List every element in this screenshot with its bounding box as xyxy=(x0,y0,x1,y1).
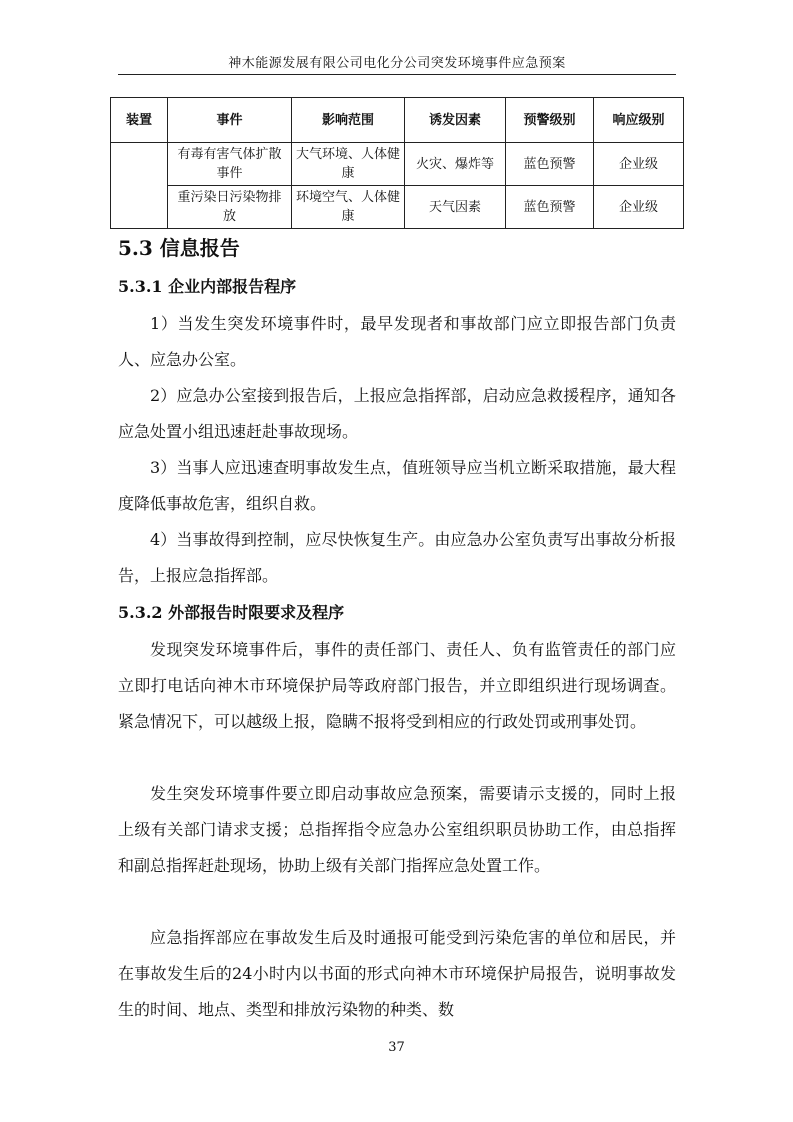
table-cell: 蓝色预警 xyxy=(506,186,594,229)
table-cell: 企业级 xyxy=(594,143,684,186)
column-header-cause: 诱发因素 xyxy=(405,98,506,143)
paragraph: 发生突发环境事件要立即启动事故应急预案，需要请示支援的，同时上报上级有关部门请求支援；总指挥指令应急办公室组织职员协助工作，由总指挥和副总指挥赶赴现场，协助上级有关部门指挥应急处置工作。 xyxy=(118,784,676,875)
table-cell: 天气因素 xyxy=(405,186,506,229)
table-cell: 有毒有害气体扩散事件 xyxy=(168,143,292,186)
section-heading: 5.3 信息报告 xyxy=(118,236,240,260)
table-header-row xyxy=(111,98,684,143)
table-cell: 大气环境、人体健康 xyxy=(292,143,405,186)
paragraph: 4）当事故得到控制，应尽快恢复生产。由应急办公室负责写出事故分析报告，上报应急指挥部。 xyxy=(118,530,676,585)
table-cell: 蓝色预警 xyxy=(506,143,594,186)
paragraph: 3）当事人应迅速查明事故发生点，值班领导应当机立断采取措施，最大程度降低事故危害，组织自救。 xyxy=(118,458,676,513)
table-cell: 火灾、爆炸等 xyxy=(405,143,506,186)
table-cell: 环境空气、人体健康 xyxy=(292,186,405,229)
page-header: 神木能源发展有限公司电化分公司突发环境事件应急预案 xyxy=(228,56,566,71)
paragraph: 2）应急办公室接到报告后，上报应急指挥部，启动应急救援程序，通知各应急处置小组迅速赶赴事故现场。 xyxy=(118,386,676,441)
subsection-heading-external: 5.3.2 外部报告时限要求及程序 xyxy=(118,603,345,622)
column-header-event: 事件 xyxy=(168,98,292,143)
column-header-response-level: 响应级别 xyxy=(594,98,684,143)
column-header-impact: 影响范围 xyxy=(292,98,405,143)
table-cell-device xyxy=(111,143,168,229)
column-header-device: 装置 xyxy=(111,98,168,143)
page-number: 37 xyxy=(388,1040,405,1055)
table-cell: 企业级 xyxy=(594,186,684,229)
table-cell: 重污染日污染物排放 xyxy=(168,186,292,229)
column-header-warning-level: 预警级别 xyxy=(506,98,594,143)
table-row xyxy=(111,143,684,186)
paragraph: 1）当发生突发环境事件时，最早发现者和事故部门应立即报告部门负责人、应急办公室。 xyxy=(118,314,676,369)
paragraph: 发现突发环境事件后，事件的责任部门、责任人、负有监管责任的部门应立即打电话向神木市环境保护局等政府部门报告，并立即组织进行现场调查。紧急情况下，可以越级上报，隐瞒不报将受到相应的行政处罚或刑事处罚。 xyxy=(118,640,676,731)
paragraph: 应急指挥部应在事故发生后及时通报可能受到污染危害的单位和居民，并在事故发生后的24小时内以书面的形式向神木市环境保护局报告，说明事故发生的时间、地点、类型和排放污染物的种类、数 xyxy=(118,928,676,1019)
event-table xyxy=(110,97,684,229)
table-row xyxy=(111,186,684,229)
header-rule xyxy=(118,74,676,75)
subsection-heading-internal: 5.3.1 企业内部报告程序 xyxy=(118,277,297,296)
